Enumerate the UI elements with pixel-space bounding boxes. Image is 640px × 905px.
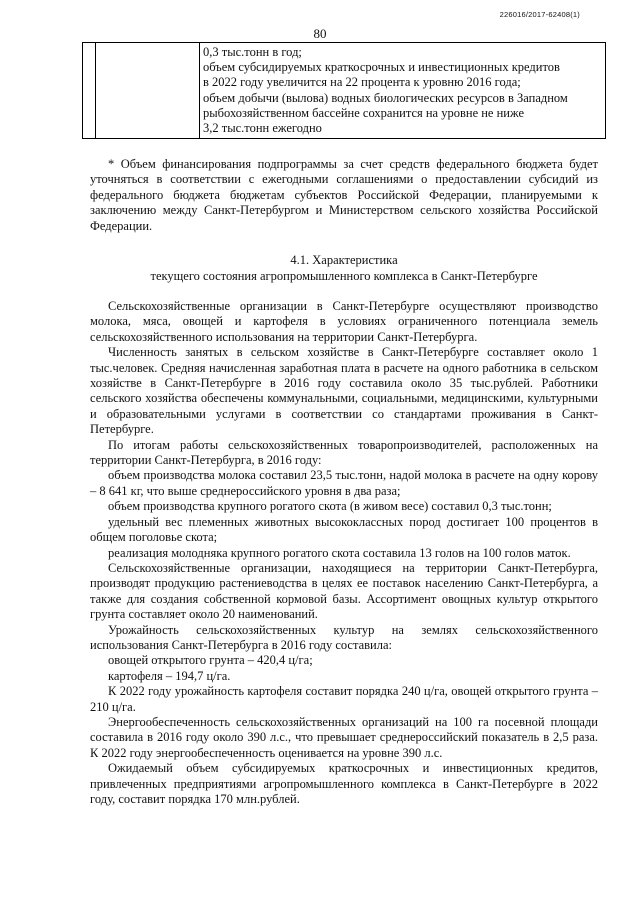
table-line: в 2022 году увеличится на 22 процента к уровню 2016 года; xyxy=(203,75,521,90)
paragraph: Ожидаемый объем субсидируемых краткосрочных и инвестиционных кредитов, привлеченных предприятиями агропромышленного комплекса в Санкт-Петербурге в 2022 году, составит порядка 170 млн.рублей. xyxy=(90,761,598,806)
section-heading xyxy=(90,252,598,284)
paragraph: Сельскохозяйственные организации в Санкт-Петербурге осуществляют производство молока, мяса, овощей и картофеля в условиях ограниченного потенциала земель сельскохозяйственного использования на территории Санкт-Петербурга. xyxy=(90,299,598,344)
footnote-block xyxy=(90,157,598,234)
registration-stamp: 226016/2017-62408(1) xyxy=(499,10,580,19)
paragraph: Урожайность сельскохозяйственных культур на землях сельскохозяйственного использования Санкт-Петербурга в 2016 году составила: xyxy=(90,622,598,652)
paragraph: Численность занятых в сельском хозяйстве в Санкт-Петербурге составляет около 1 тыс.человек. Средняя начисленная заработная плата в расчете на одного работника в сельском хозяйстве в Санкт-Петербурге в 2016 году составила около 35 тыс.рублей. Работники сельского хозяйства обеспечены коммунальными, социальными, медицинскими, культурными и образовательными услугами в соответствии со стандартами проживания в Санкт-Петербурге. xyxy=(90,345,598,437)
section-heading-title: текущего состояния агропромышленного комплекса в Санкт-Петербурге xyxy=(150,269,538,283)
paragraph: Энергообеспеченность сельскохозяйственных организаций на 100 га посевной площади составила в 2016 году около 390 л.с., что превышает среднероссийский показатель в 2,5 раза. К 2022 году энергообеспеченность оценивается на уровне 390 л.с. xyxy=(90,714,598,760)
list-item: овощей открытого грунта – 420,4 ц/га; xyxy=(108,653,313,668)
body-text xyxy=(90,299,598,807)
section-heading-number: 4.1. Характеристика xyxy=(290,253,398,267)
table-line: 3,2 тыс.тонн ежегодно xyxy=(203,121,322,136)
list-item: картофеля – 194,7 ц/га. xyxy=(108,668,231,683)
paragraph: Сельскохозяйственные организации, находящиеся на территории Санкт-Петербурга, производят продукцию растениеводства в целях ее поставок населению Санкт-Петербурга, а также для создания собственной кормовой базы. Ассортимент овощных культур открытого грунта составляет около 20 наименований. xyxy=(90,560,598,622)
continued-table xyxy=(82,42,606,139)
table-row xyxy=(83,43,606,139)
paragraph: К 2022 году урожайность картофеля составит порядка 240 ц/га, овощей открытого грунта – 210 ц/га. xyxy=(90,684,598,714)
table-line: рыбохозяйственном бассейне сохранится на уровне не ниже xyxy=(203,105,525,120)
list-item: объем производства крупного рогатого скота (в живом весе) составил 0,3 тыс.тонн; xyxy=(108,499,552,514)
table-cell-empty xyxy=(96,43,200,139)
list-item: реализация молодняка крупного рогатого скота составила 13 голов на 100 голов маток. xyxy=(108,545,571,560)
page-number: 80 xyxy=(313,26,327,41)
table-line: 0,3 тыс.тонн в год; xyxy=(203,45,302,59)
table-cell-empty xyxy=(83,43,96,139)
table-line: объем субсидируемых краткосрочных и инвестиционных кредитов xyxy=(203,60,560,75)
footnote: * Объем финансирования подпрограммы за счет средств федерального бюджета будет уточняться в соответствии с ежегодными соглашениями о предоставлении субсидий из федерального бюджета бюджетам субъектов Российской Федерации, планируемыми к заключению между Санкт-Петербургом и Министерством сельского хозяйства Российской Федерации. xyxy=(90,157,598,233)
table-cell-indicators xyxy=(200,43,606,139)
table-line: объем добычи (вылова) водных биологических ресурсов в Западном xyxy=(203,90,568,105)
list-item: удельный вес племенных животных высококлассных пород достигает 100 процентов в общем поголовье скота; xyxy=(90,514,598,545)
paragraph: По итогам работы сельскохозяйственных товаропроизводителей, расположенных на территории Санкт-Петербурга, в 2016 году: xyxy=(90,437,598,468)
list-item: объем производства молока составил 23,5 тыс.тонн, надой молока в расчете на одну корову – 8 641 кг, что выше среднероссийского уровня в два раза; xyxy=(90,468,598,498)
